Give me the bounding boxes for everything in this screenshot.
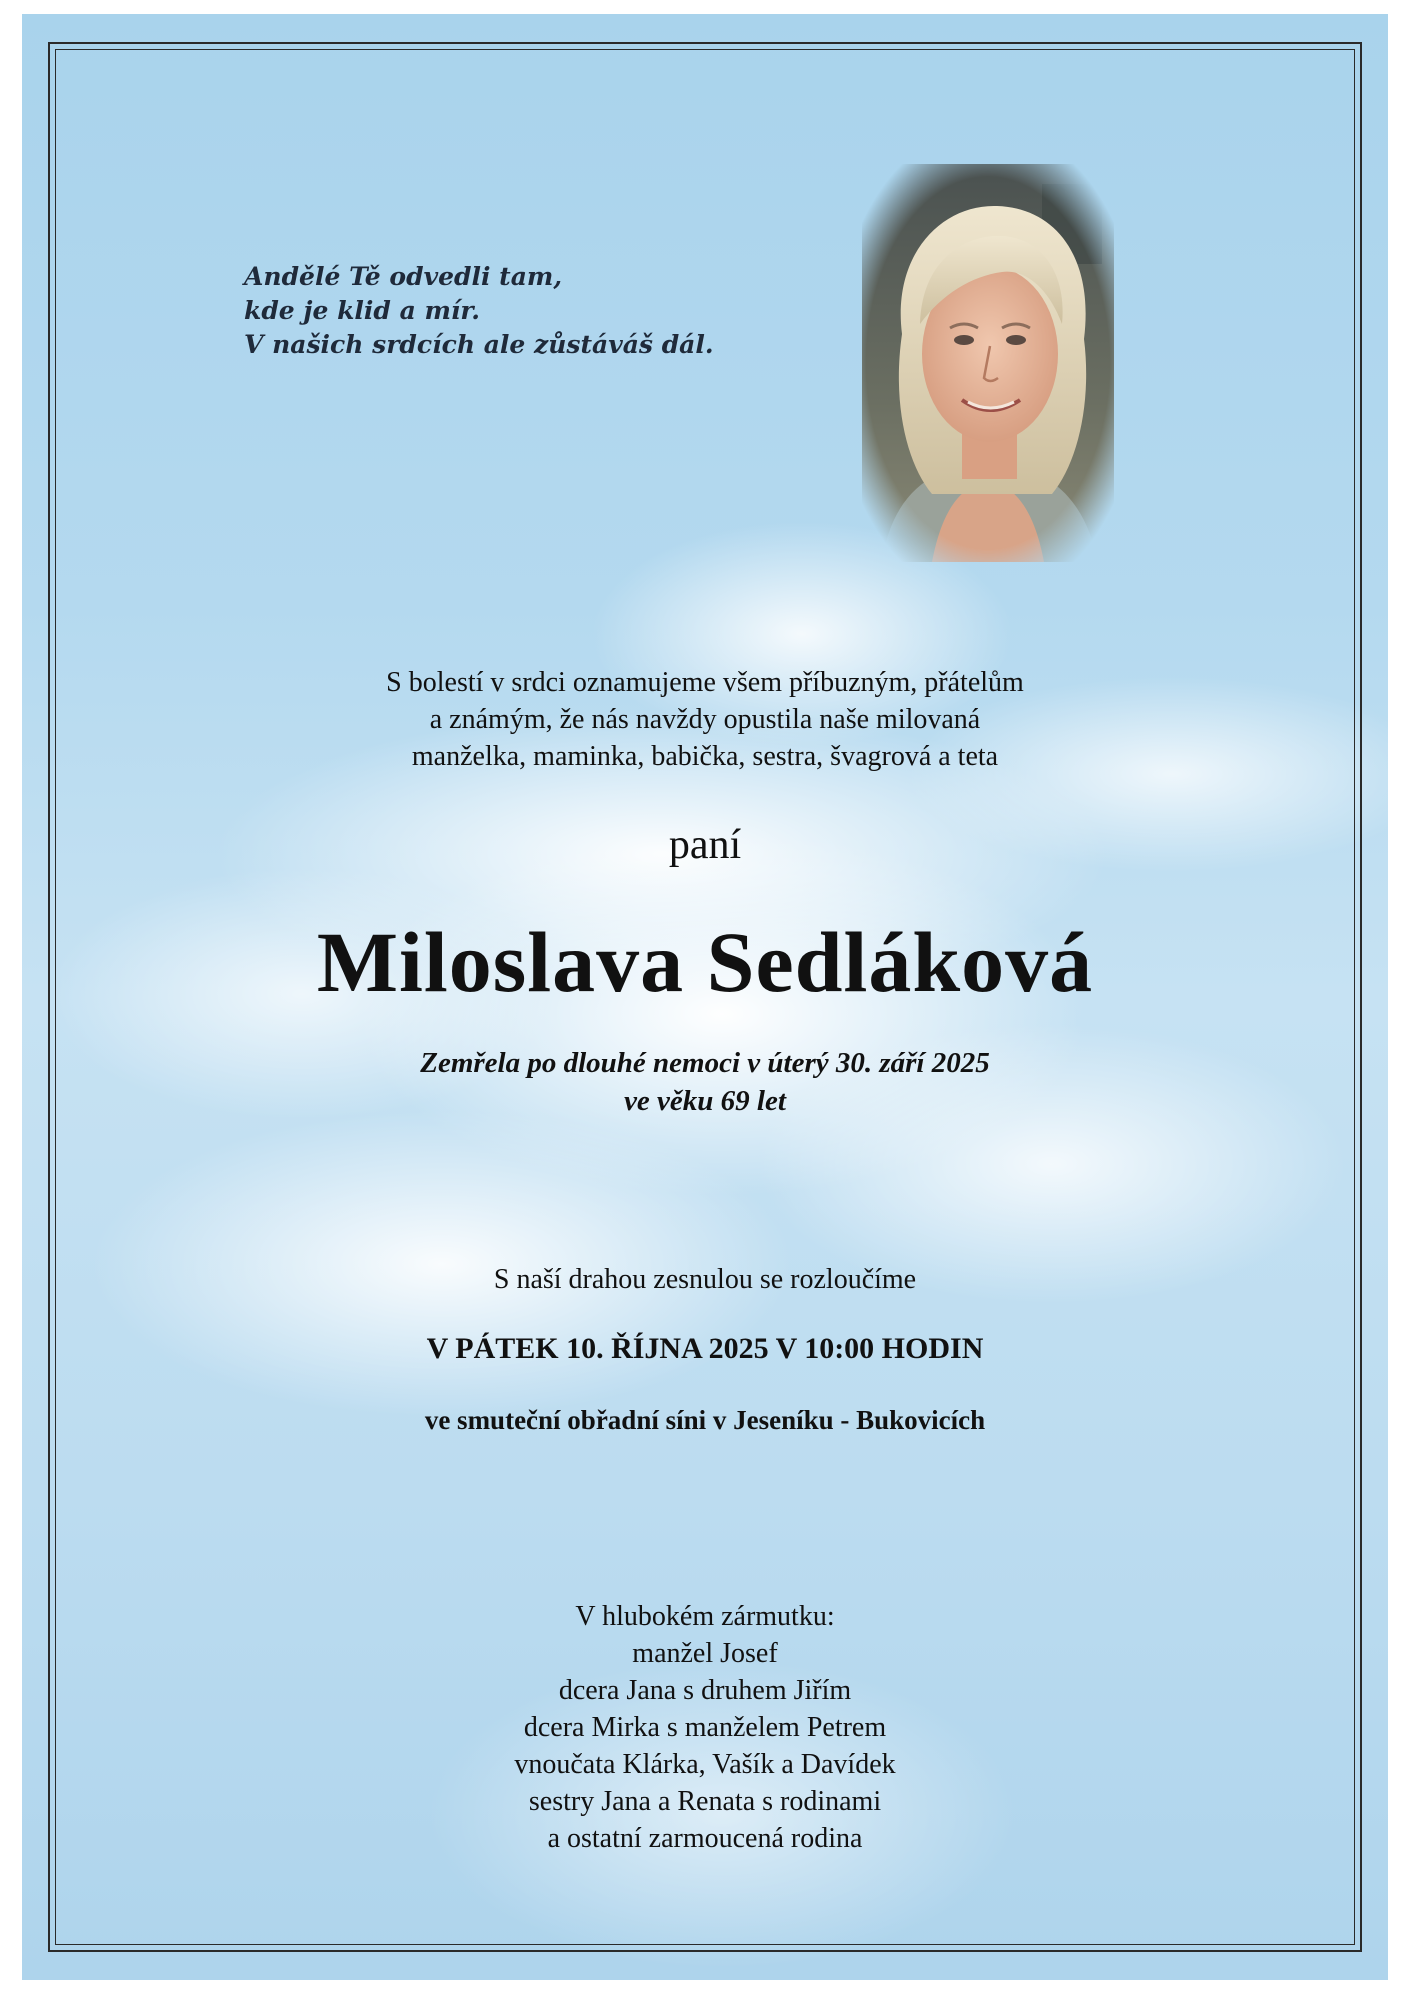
death-line: ve věku 69 let: [624, 1085, 786, 1117]
portrait-photo: [862, 164, 1114, 562]
mourners-list: [22, 1598, 1388, 1857]
verse-line: Andělé Tě odvedli tam,: [244, 262, 563, 291]
mourners-line: sestry Jana a Renata s rodinami: [528, 1786, 882, 1817]
honorific: paní: [668, 822, 742, 868]
deceased-name: Miloslava Sedláková: [316, 914, 1094, 1010]
announcement-line: a známým, že nás navždy opustila naše milovaná: [429, 704, 981, 735]
announcement-text: [22, 664, 1388, 775]
mourners-line: manžel Josef: [632, 1638, 778, 1669]
mourners-line: dcera Mirka s manželem Petrem: [523, 1712, 887, 1743]
mourners-line: vnoučata Klárka, Vašík a Davídek: [514, 1749, 896, 1780]
ceremony-place: ve smuteční obřadní síni v Jeseníku - Bukovicích: [424, 1405, 986, 1435]
verse: [244, 260, 804, 362]
announcement-line: S bolestí v srdci oznamujeme všem příbuzným, přátelům: [386, 667, 1024, 698]
farewell-text: S naší drahou zesnulou se rozloučíme: [493, 1264, 917, 1295]
obituary-sheet: [22, 14, 1388, 1980]
mourners-line: dcera Jana s druhem Jiřím: [558, 1675, 852, 1706]
mourners-line: a ostatní zarmoucená rodina: [547, 1823, 863, 1854]
death-line: Zemřela po dlouhé nemoci v úterý 30. září 2025: [420, 1047, 990, 1079]
portrait-illustration: [862, 164, 1114, 562]
verse-line: V našich srdcích ale zůstáváš dál.: [244, 330, 714, 359]
ceremony-date: V PÁTEK 10. ŘÍJNA 2025 V 10:00 HODIN: [426, 1332, 984, 1365]
announcement-line: manželka, maminka, babička, sestra, švagrová a teta: [411, 741, 999, 772]
verse-line: kde je klid a mír.: [244, 296, 480, 325]
death-details: [22, 1044, 1388, 1120]
mourners-line: V hlubokém zármutku:: [575, 1601, 835, 1632]
